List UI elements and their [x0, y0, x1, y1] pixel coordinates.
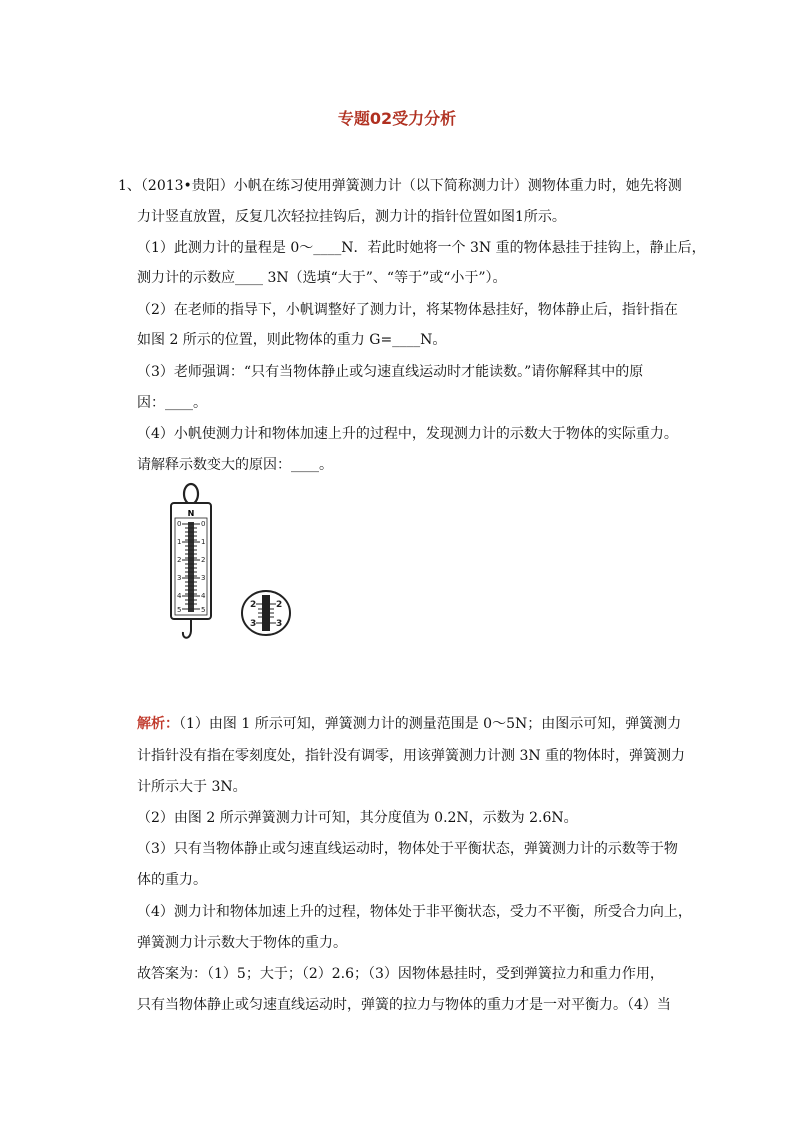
right-tick-label: 3 [201, 574, 206, 582]
analysis-line: 弹簧测力计示数大于物体的重力。 [137, 935, 347, 951]
right-tick-label: 3 [276, 619, 283, 629]
left-tick-label: 3 [177, 574, 182, 582]
scale-unit-label: N [187, 509, 195, 518]
question-line: 1、（2013•贵阳）小帆在练习使用弹簧测力计（以下简称测力计）测物体重力时，她先将测 [118, 178, 682, 194]
left-tick-label: 0 [177, 520, 182, 528]
right-tick-label: 0 [201, 520, 206, 528]
question-line: 如图 2 所示的位置，则此物体的重力 G=____N。 [137, 332, 447, 348]
question-line: （4）小帆使测力计和物体加速上升的过程中，发现测力计的示数大于物体的实际重力。 [137, 426, 678, 442]
analysis-line: （4）测力计和物体加速上升的过程，物体处于非平衡状态，受力不平衡，所受合力向上， [137, 904, 692, 920]
question-line: 因：____。 [137, 395, 207, 411]
analysis-line: （2）由图 2 所示弹簧测力计可知，其分度值为 0.2N，示数为 2.6N。 [137, 810, 578, 826]
left-tick-label: 2 [250, 600, 257, 610]
analysis-first-line [137, 714, 681, 734]
magnified-scale-figure [240, 589, 292, 637]
analysis-line: （3）只有当物体静止或匀速直线运动时，物体处于平衡状态，弹簧测力计的示数等于物 [137, 841, 678, 857]
spring-scale-figure [160, 482, 222, 644]
answer-line: 只有当物体静止或匀速直线运动时，弹簧的拉力与物体的重力才是一对平衡力。（4）当 [137, 997, 671, 1013]
left-tick-label: 4 [177, 592, 182, 600]
page-title: 专题02受力分析 [337, 109, 457, 128]
right-tick-label: 1 [201, 538, 206, 546]
analysis-text: （1）由图 1 所示可知，弹簧测力计的测量范围是 0～5N；由图示可知，弹簧测力 [179, 716, 682, 732]
left-tick-label: 5 [177, 606, 182, 614]
question-line: 力计竖直放置，反复几次轻拉挂钩后，测力计的指针位置如图1所示。 [137, 209, 566, 225]
question-line: （2）在老师的指导下，小帆调整好了测力计，将某物体悬挂好，物体静止后，指针指在 [137, 302, 678, 318]
analysis-label: 解析： [137, 716, 179, 732]
answer-line: 故答案为：（1）5；大于；（2）2.6；（3）因物体悬挂时，受到弹簧拉力和重力作用， [137, 966, 664, 982]
left-tick-label: 2 [177, 556, 182, 564]
question-line: （3）老师强调：“只有当物体静止或匀速直线运动时才能读数。”请你解释其中的原 [137, 364, 644, 380]
analysis-line: 体的重力。 [137, 872, 207, 888]
question-line: 测力计的示数应____ 3N（选填“大于”、“等于”或“小于”）。 [137, 270, 507, 286]
right-tick-label: 4 [201, 592, 206, 600]
left-tick-label: 1 [177, 538, 182, 546]
analysis-line: 计指针没有指在零刻度处，指针没有调零，用该弹簧测力计测 3N 重的物体时，弹簧测力 [137, 748, 686, 764]
left-tick-label: 3 [250, 619, 257, 629]
question-line: （1）此测力计的量程是 0～____N．若此时她将一个 3N 重的物体悬挂于挂钩上，静止后， [137, 240, 706, 256]
right-tick-label: 5 [201, 606, 206, 614]
right-tick-label: 2 [276, 600, 283, 610]
analysis-line: 计所示大于 3N。 [137, 779, 247, 795]
right-tick-label: 2 [201, 556, 206, 564]
question-line: 请解释示数变大的原因：____。 [137, 457, 333, 473]
